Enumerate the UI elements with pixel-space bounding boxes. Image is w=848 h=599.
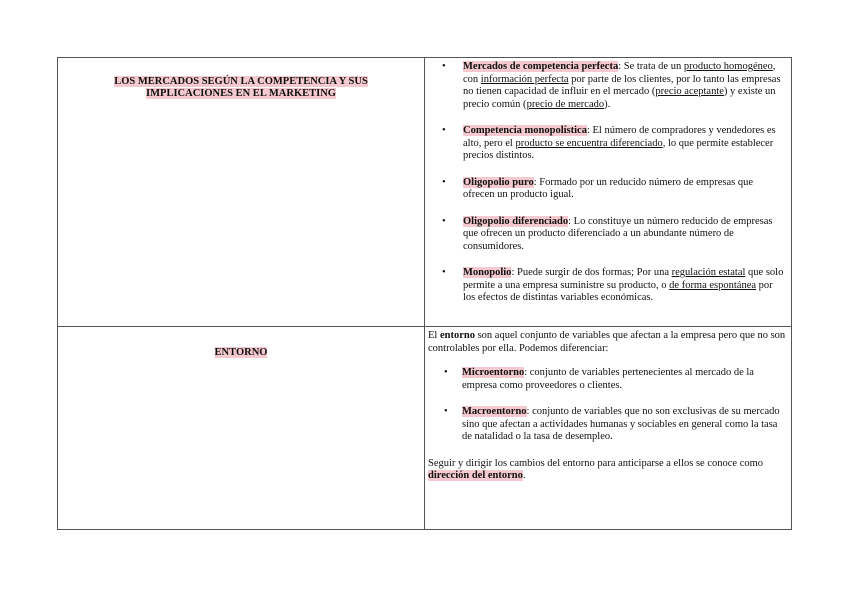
list-item-oligopolio-puro: • Oligopolio puro: Formado por un reducido número de empresas que ofrecen un producto igual. [425, 177, 791, 202]
list-item-competencia-monopolistica: • Competencia monopolística: El número de compradores y vendedores es alto, pero el producto se encuentra diferenciado, lo que permite establecer precios distintos. [425, 125, 791, 163]
cell-markets-heading [58, 58, 425, 327]
entorno-outro: Seguir y dirigir los cambios del entorno para anticiparse a ellos se conoce como dirección del entorno. [428, 457, 764, 481]
term-entorno: entorno [439, 330, 475, 341]
markets-heading: LOS MERCADOS SEGÚN LA COMPETENCIA Y SUS IMPLICACIONES EN EL MARKETING [114, 76, 368, 99]
cell-entorno-heading [58, 327, 425, 530]
term-oligopolio-puro: Oligopolio puro [463, 176, 534, 188]
underlined-text: regulación estatal [671, 267, 746, 278]
markets-list [425, 61, 791, 305]
underlined-text: precio de mercado [526, 98, 605, 110]
list-item-microentorno: • Microentorno: conjunto de variables pertenecientes al mercado de la empresa como proveedores o clientes. [428, 367, 787, 392]
list-item-macroentorno: • Macroentorno: conjunto de variables que no son exclusivas de su mercado sino que afectan a actividades humanas y sociables en general como la tasa de natalidad o la tasa de desempleo. [428, 406, 787, 444]
entorno-intro: El entorno son aquel conjunto de variables que afectan a la empresa pero que no son controlables por ella. Podemos diferenciar: [428, 330, 786, 354]
entorno-heading: ENTORNO [214, 347, 268, 358]
table-row-markets [58, 58, 792, 327]
underlined-text: precio aceptante [655, 86, 724, 97]
underlined-text: de forma espontánea [669, 279, 757, 291]
underlined-text: producto se encuentra diferenciado [515, 137, 663, 149]
content-table [57, 57, 792, 530]
list-item-monopolio: • Monopolio: Puede surgir de dos formas; Por una regulación estatal que solo permite a una empresa suministre su producto, o de forma espontánea por los efectos de distintas variables económicas. [425, 267, 791, 305]
term-oligopolio-diferenciado: Oligopolio diferenciado [463, 215, 569, 227]
underlined-text: producto homogéneo [683, 61, 773, 72]
entorno-list [428, 367, 787, 444]
cell-entorno-content [425, 327, 792, 530]
list-item-competencia-perfecta: • Mercados de competencia perfecta: Se trata de un producto homogéneo, con información perfecta por parte de los clientes, por lo tanto las empresas no tienen capacidad de influir en el mercado (precio aceptante) y existe un precio común (precio de mercado). [425, 61, 791, 111]
underlined-text: información perfecta [480, 73, 569, 85]
term-microentorno: Microentorno [462, 367, 525, 378]
table-row-entorno [58, 327, 792, 530]
list-item-oligopolio-diferenciado: • Oligopolio diferenciado: Lo constituye un número reducido de empresas que ofrecen un producto diferenciado a un abundante número de consumidores. [425, 216, 791, 254]
term-direccion-entorno: dirección del entorno [428, 470, 523, 481]
term-competencia-monopolistica: Competencia monopolística [463, 125, 587, 136]
cell-markets-content [425, 58, 792, 327]
term-macroentorno: Macroentorno [462, 406, 527, 417]
term-monopolio: Monopolio [463, 267, 512, 278]
term-competencia-perfecta: Mercados de competencia perfecta [463, 61, 619, 72]
